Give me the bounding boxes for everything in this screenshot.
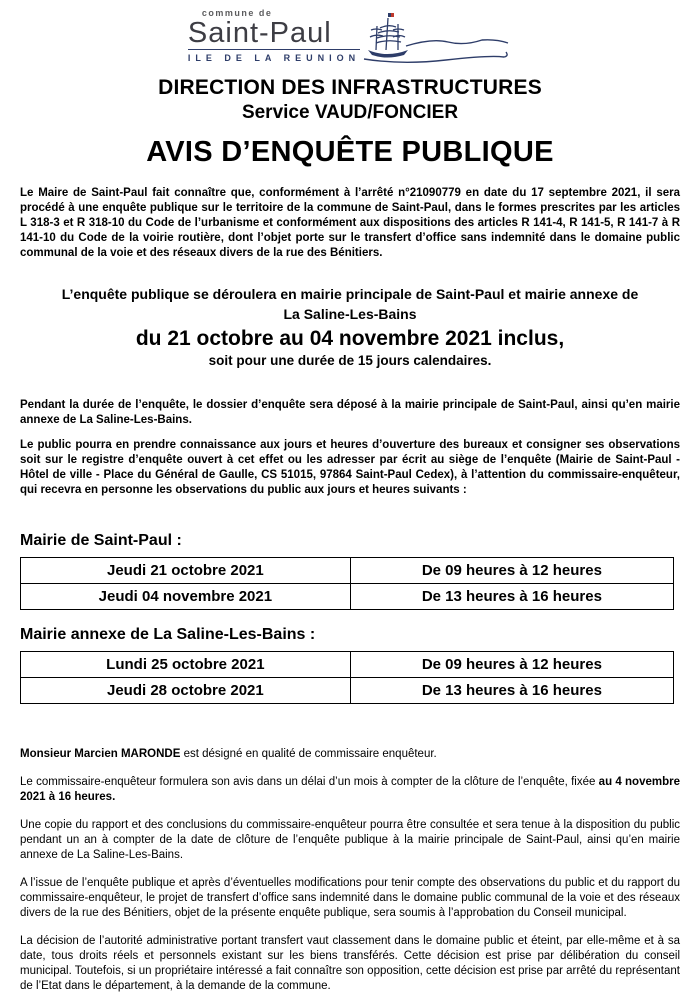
schedule-heading-la-saline: Mairie annexe de La Saline-Les-Bains : bbox=[20, 626, 316, 643]
schedule-hours: De 13 heures à 16 heures bbox=[350, 584, 673, 610]
schedule-heading-saint-paul: Mairie de Saint-Paul : bbox=[20, 532, 182, 549]
table-row bbox=[21, 584, 674, 610]
direction-heading: DIRECTION DES INFRASTRUCTURES bbox=[158, 76, 542, 99]
service-heading: Service VAUD/FONCIER bbox=[241, 102, 459, 123]
schedule-table-la-saline bbox=[20, 651, 674, 704]
public-paragraph: Le public pourra en prendre connaissance aux jours et heures d’ouverture des bureaux et consigner ses observations soit sur le registre d’enquête ouvert à cet effet ou les adresser par écrit au siège de l’enquête (Mairie de Saint-Paul - Hôtel de ville - Place du Général de Gaulle, CS 51015, 97864 Saint-Paul Cedex), à l’attention du commissaire-enquêteur, qui recevra en personne les observations du public aux jours et heures suivants : bbox=[20, 439, 680, 496]
avis-paragraph bbox=[20, 775, 680, 805]
page-title: AVIS D’ENQUÊTE PUBLIQUE bbox=[146, 136, 554, 168]
enquete-location-line2: La Saline-Les-Bains bbox=[283, 306, 417, 322]
schedule-table-saint-paul bbox=[20, 557, 674, 610]
commissaire-rest: est désigné en qualité de commissaire enquêteur. bbox=[180, 748, 437, 760]
schedule-hours: De 09 heures à 12 heures bbox=[350, 558, 673, 584]
issue-paragraph: A l’issue de l’enquête publique et après d’éventuelles modifications pour tenir compte des observations du public et du rapport du commissaire-enquêteur, le projet de transfert d’office sans indemnité dans le domaine public communal de la voie et des réseaux divers de la rue des Bénitiers, objet de la présente enquête publique, sera soumis à l’approbation du Conseil municipal. bbox=[20, 877, 680, 919]
table-row bbox=[21, 678, 674, 704]
schedule-date: Lundi 25 octobre 2021 bbox=[21, 652, 351, 678]
ship-and-wave-icon bbox=[362, 10, 512, 66]
schedule-hours: De 13 heures à 16 heures bbox=[350, 678, 673, 704]
enquete-dates: du 21 octobre au 04 novembre 2021 inclus, bbox=[135, 327, 565, 350]
avis-start: Le commissaire-enquêteur formulera son avis dans un délai d’un mois à compter de la clôture de l’enquête, fixée bbox=[20, 776, 599, 788]
logo-commune-de: commune de bbox=[201, 8, 273, 18]
commune-logo bbox=[20, 8, 680, 66]
decision-paragraph: La décision de l’autorité administrative portant transfert vaut classement dans le domaine public et éteint, par elle-même et à sa date, tous droits réels et personnels existant sur les biens transférés. Cette décision est prise par délibération du conseil municipal. Toutefois, si un propriétaire intéressé a fait connaître son opposition, cette décision est prise par arrêté du représentant de l’Etat dans le département, à la demande de la commune. bbox=[20, 935, 680, 992]
enquete-location-line1: L’enquête publique se déroulera en mairie principale de Saint-Paul et mairie annexe de bbox=[61, 286, 639, 302]
avis-deadline: au 4 novembre 2021 à 16 heures. bbox=[20, 776, 680, 803]
enquete-dates-block bbox=[20, 284, 680, 370]
schedule-date: Jeudi 04 novembre 2021 bbox=[21, 584, 351, 610]
commissaire-name: Monsieur Marcien MARONDE bbox=[20, 748, 181, 760]
logo-subtitle: ILE DE LA REUNION bbox=[188, 49, 360, 63]
enquete-duration: soit pour une durée de 15 jours calendaires. bbox=[208, 353, 492, 368]
copie-paragraph: Une copie du rapport et des conclusions du commissaire-enquêteur pourra être consultée et sera tenue à la disposition du public pendant un an à compter de la date de clôture de l’enquête publique à la mairie principale de Saint-Paul, ainsi qu’en mairie annexe de La Saline-Les-Bains. bbox=[20, 819, 680, 861]
commissaire-paragraph bbox=[20, 747, 680, 762]
schedule-date: Jeudi 21 octobre 2021 bbox=[21, 558, 351, 584]
pendant-paragraph: Pendant la durée de l’enquête, le dossier d’enquête sera déposé à la mairie principale de Saint-Paul, ainsi qu’en mairie annexe de La Saline-Les-Bains. bbox=[20, 399, 680, 426]
logo-name: Saint-Paul bbox=[187, 17, 332, 49]
table-row bbox=[21, 652, 674, 678]
table-row bbox=[21, 558, 674, 584]
logo-text-block bbox=[188, 8, 360, 63]
schedule-hours: De 09 heures à 12 heures bbox=[350, 652, 673, 678]
schedule-date: Jeudi 28 octobre 2021 bbox=[21, 678, 351, 704]
intro-paragraph: Le Maire de Saint-Paul fait connaître que, conformément à l’arrêté n°21090779 en date du 17 septembre 2021, il sera procédé à une enquête publique sur le territoire de la commune de Saint-Paul, dans le formes prescrites par les articles L 318-3 et R 318-10 du Code de l’urbanisme et conformément aux dispositions des articles R 141-4, R 141-5, R 141-7 à R 141-10 du Code de la voirie routière, dont l’objet porte sur le transfert d’office sans indemnité dans le domaine public communal de la voie et des réseaux divers de la rue des Bénitiers. bbox=[20, 187, 680, 259]
